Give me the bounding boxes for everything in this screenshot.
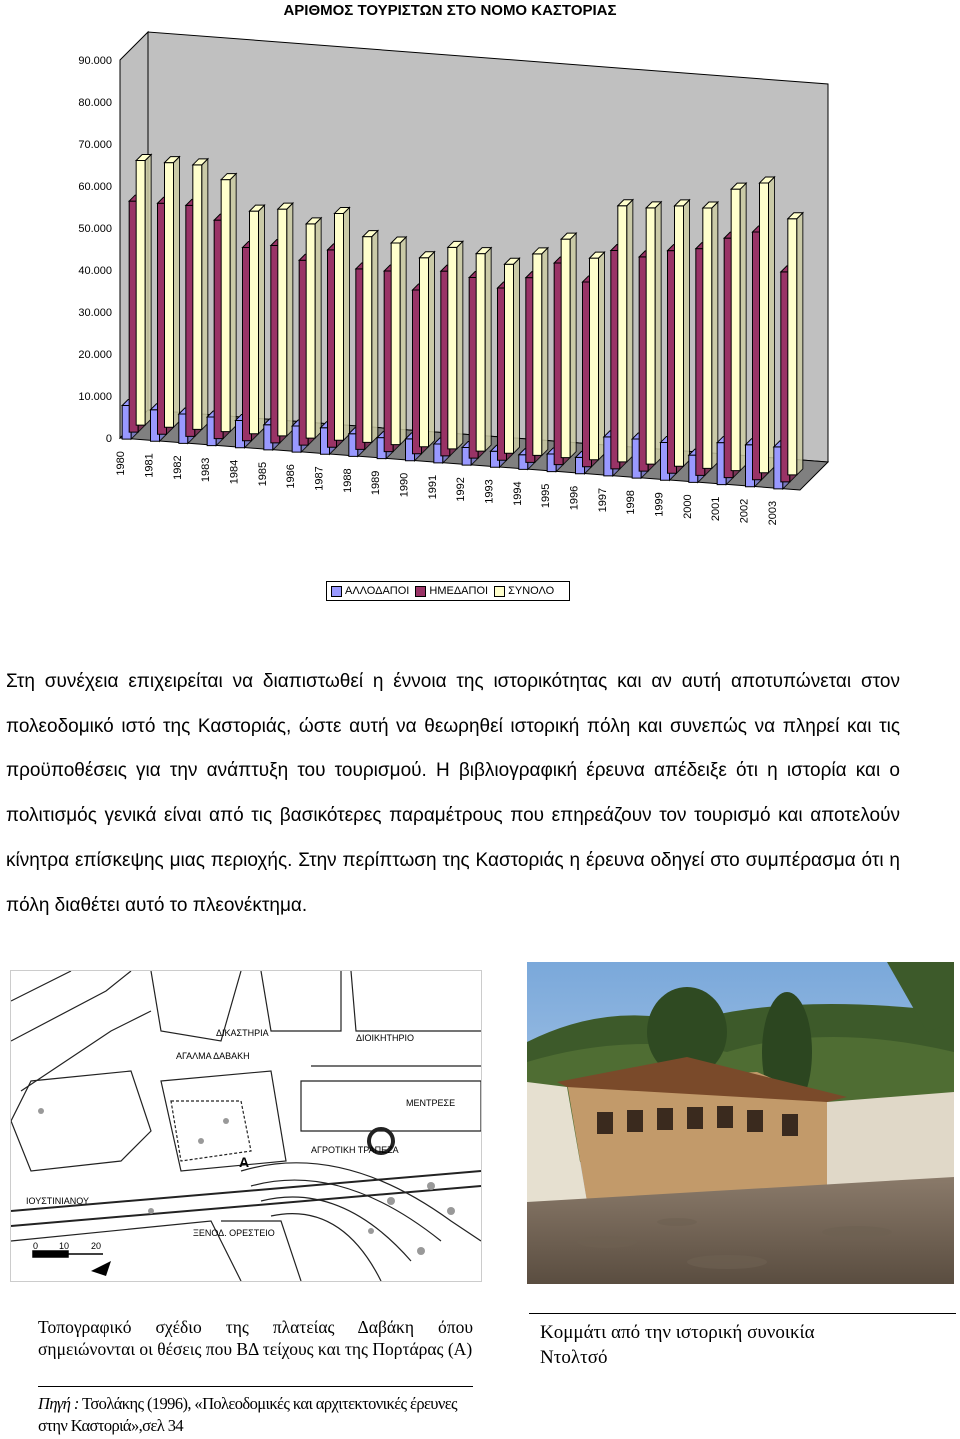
y-tick-label: 10.000	[78, 391, 112, 403]
map-label: ΜΕΝΤΡΕΣΕ	[406, 1098, 456, 1108]
x-tick-label: 2001	[710, 496, 723, 522]
x-tick-label: 1998	[625, 490, 638, 515]
source-text: Τσολάκης (1996), «Πολεοδομικές και αρχιτεκτονικές έρευνες στην Καστοριά»,σελ 34	[38, 1394, 457, 1435]
bar-front	[391, 243, 400, 445]
bar-ΣΥΝΟΛΟ-1988	[363, 231, 378, 443]
x-tick-label: 1997	[596, 487, 609, 513]
bar-ΣΥΝΟΛΟ-1987	[335, 207, 350, 440]
bar-side	[259, 205, 265, 434]
bar-ΣΥΝΟΛΟ-1983	[221, 174, 236, 432]
bar-side	[372, 231, 378, 443]
legend-item-domestic	[415, 585, 488, 597]
bar-side	[145, 154, 151, 425]
bar-side	[230, 174, 236, 432]
bar-side	[287, 203, 293, 436]
bar-side	[485, 248, 491, 451]
bar-front	[618, 206, 627, 462]
map-label: Α	[239, 1154, 250, 1170]
x-tick-label: 1994	[511, 481, 524, 506]
x-tick-label: 2000	[681, 494, 694, 519]
x-tick-label: 1987	[313, 466, 326, 491]
bar-ΣΥΝΟΛΟ-2002	[760, 177, 775, 473]
bar-ΣΥΝΟΛΟ-1993	[505, 258, 520, 453]
legend-item-total	[494, 585, 554, 597]
x-tick-label: 1980	[115, 451, 128, 476]
x-tick-label: 1993	[483, 479, 496, 504]
chart-legend	[326, 581, 570, 601]
y-tick-label: 40.000	[78, 265, 112, 277]
bar-ΣΥΝΟΛΟ-1991	[448, 241, 463, 449]
legend-item-foreign	[331, 585, 409, 597]
x-tick-label: 1981	[143, 453, 156, 478]
bar-ΣΥΝΟΛΟ-1986	[306, 218, 321, 438]
map-label: 10	[59, 1241, 70, 1251]
map-label: ΔΙΚΑΣΤΗΡΙΑ	[216, 1028, 269, 1038]
bar-front	[675, 206, 684, 466]
bar-side	[740, 183, 746, 470]
bar-side	[429, 252, 435, 447]
map-drawing	[11, 971, 481, 1281]
legend-swatch	[331, 586, 342, 597]
bar-front	[221, 180, 230, 432]
y-tick-label: 70.000	[78, 139, 112, 151]
caption-divider	[529, 1313, 956, 1314]
bar-front	[646, 208, 655, 464]
map-label: 20	[91, 1241, 102, 1251]
body-paragraph: Στη συνέχεια επιχειρείται να διαπιστωθεί η έννοια της ιστορικότητας και αν αυτή αποτυπώνεται στον πολεοδομικό ιστό της Καστοριάς, ώστε αυτή να θεωρηθεί ιστορική πόλη και συνεπώς να πληρεί και τις προϋποθέσεις για την ανάπτυξη του τουρισμού. Η βιβλιογραφική έρευνα απέδειξε ότι η ιστορία και ο πολιτισμός γενικά είναι από τις βασικότερες παραμέτρους που επηρεάζουν τον τουρισμό και αποτελούν κίνητρα επίσκεψης μιας περιοχής. Στην περίπτωση της Καστοριάς η έρευνα οδηγεί στο συμπέρασμα ότι η πόλη διαθέτει αυτό το πλεονέκτημα.	[6, 671, 900, 916]
bar-ΣΥΝΟΛΟ-1997	[618, 200, 633, 462]
bar-front	[788, 219, 797, 475]
bar-side	[599, 252, 605, 460]
bar-ΣΥΝΟΛΟ-1999	[675, 200, 690, 466]
bar-ΣΥΝΟΛΟ-1980	[136, 154, 151, 425]
doltso-photo	[527, 962, 954, 1284]
legend-swatch	[494, 586, 505, 597]
y-tick-label: 90.000	[78, 55, 112, 67]
y-tick-label: 30.000	[78, 307, 112, 319]
map-label: ΙΟΥΣΤΙΝΙΑΝΟΥ	[26, 1196, 89, 1206]
bar-ΣΥΝΟΛΟ-1994	[533, 248, 548, 456]
x-tick-label: 1991	[426, 474, 439, 500]
x-tick-label: 2002	[738, 498, 751, 524]
bar-ΣΥΝΟΛΟ-1981	[165, 157, 180, 428]
bar-front	[193, 165, 202, 430]
map-caption: Τοπογραφικό σχέδιο της πλατείας Δαβάκη όπου σημειώνονται οι θέσεις που ΒΔ τείχους και της Πορτάρας (Α)	[38, 1317, 473, 1359]
bar-side	[712, 202, 718, 468]
bar-front	[250, 211, 259, 434]
x-tick-label: 1985	[256, 461, 269, 487]
bar-front	[760, 183, 769, 473]
y-tick-label: 80.000	[78, 97, 112, 109]
bar-side	[400, 237, 406, 445]
map-label: 0	[33, 1241, 39, 1251]
map-source	[38, 1393, 478, 1437]
x-tick-label: 1983	[200, 457, 213, 483]
bar-front	[448, 247, 457, 449]
x-tick-label: 1982	[171, 455, 184, 480]
bar-ΣΥΝΟΛΟ-1995	[561, 233, 576, 457]
topographic-plan	[10, 970, 482, 1282]
legend-swatch	[415, 586, 426, 597]
bar-front	[335, 213, 344, 440]
photo-drawing	[527, 962, 954, 1284]
x-tick-label: 2003	[766, 500, 779, 526]
source-label: Πηγή :	[38, 1394, 79, 1413]
chart-title: ΑΡΙΘΜΟΣ ΤΟΥΡΙΣΤΩΝ ΣΤΟ ΝΟΜΟ ΚΑΣΤΟΡΙΑΣ	[283, 2, 617, 19]
bar-side	[315, 218, 321, 438]
bar-side	[202, 159, 208, 430]
legend-label: ΗΜΕΔΑΠΟΙ	[429, 585, 489, 597]
y-tick-label: 50.000	[78, 223, 112, 235]
x-tick-label: 1995	[540, 483, 553, 509]
bar-side	[627, 200, 633, 462]
bar-ΣΥΝΟΛΟ-1992	[476, 248, 491, 451]
bar-side	[457, 241, 463, 449]
x-tick-label: 1990	[398, 472, 411, 498]
bar-side	[344, 207, 350, 440]
photo-caption: Κομμάτι από την ιστορική συνοικία Ντολτσό	[540, 1322, 815, 1368]
bar-front	[136, 160, 145, 425]
map-label: ΑΓΡΟΤΙΚΗ ΤΡΑΠΕΖΑ	[311, 1145, 399, 1155]
bar-front	[505, 264, 514, 453]
map-label: ΑΓΑΛΜΑ ΔΑΒΑΚΗ	[176, 1051, 250, 1061]
bar-ΣΥΝΟΛΟ-1982	[193, 159, 208, 430]
bar-ΣΥΝΟΛΟ-1985	[278, 203, 293, 436]
bar-side	[570, 233, 576, 457]
north-arrow-icon	[91, 1261, 111, 1276]
x-tick-label: 1984	[228, 459, 241, 485]
legend-label: ΣΥΝΟΛΟ	[508, 585, 555, 597]
bar-front	[420, 258, 429, 447]
x-tick-label: 1992	[455, 477, 468, 502]
bar-ΣΥΝΟΛΟ-1990	[420, 252, 435, 447]
bar-front	[590, 258, 599, 460]
bar-ΣΥΝΟΛΟ-2003	[788, 213, 803, 475]
caption-divider	[38, 1386, 473, 1387]
bar-side	[542, 248, 548, 456]
y-axis-ticks	[78, 55, 112, 445]
bar-ΣΥΝΟΛΟ-1989	[391, 237, 406, 445]
bar-side	[684, 200, 690, 466]
map-label: ΔΙΟΙΚΗΤΗΡΙΟ	[356, 1033, 415, 1043]
x-tick-label: 1988	[341, 468, 354, 493]
y-tick-label: 20.000	[78, 349, 112, 361]
bar-side	[769, 177, 775, 473]
x-tick-label: 1996	[568, 485, 581, 511]
bar-ΣΥΝΟΛΟ-2001	[731, 183, 746, 470]
bar-ΣΥΝΟΛΟ-2000	[703, 202, 718, 468]
bar-front	[306, 224, 315, 438]
tourists-bar-chart	[0, 0, 960, 600]
bar-front	[561, 239, 570, 457]
legend-label: ΑΛΛΟΔΑΠΟΙ	[345, 585, 410, 597]
x-tick-label: 1999	[653, 492, 666, 517]
bar-front	[278, 209, 287, 436]
bar-side	[174, 157, 180, 428]
bar-ΣΥΝΟΛΟ-1984	[250, 205, 265, 434]
map-label: ΞΕΝΟΔ. ΟΡΕΣΤΕΙΟ	[193, 1228, 275, 1238]
bar-front	[731, 189, 740, 470]
bar-front	[165, 163, 174, 428]
y-tick-label: 0	[105, 433, 112, 445]
bar-front	[476, 254, 485, 451]
bar-side	[797, 213, 803, 475]
x-tick-label: 1989	[370, 470, 383, 496]
bar-ΣΥΝΟΛΟ-1998	[646, 202, 661, 464]
bar-front	[363, 237, 372, 443]
x-tick-label: 1986	[285, 464, 298, 489]
bar-side	[514, 258, 520, 453]
y-tick-label: 60.000	[78, 181, 112, 193]
bar-front	[533, 254, 542, 456]
bar-ΣΥΝΟΛΟ-1996	[590, 252, 605, 460]
bar-side	[655, 202, 661, 464]
bar-front	[703, 208, 712, 468]
